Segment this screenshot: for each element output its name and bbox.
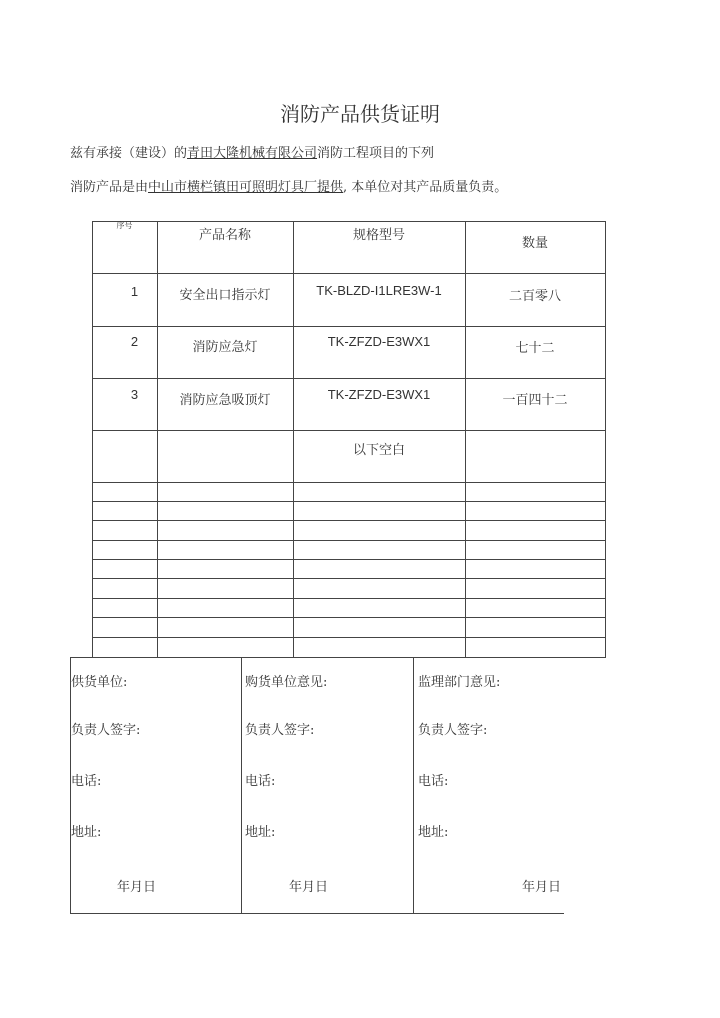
supervisor-date: 年月日 (522, 880, 562, 895)
signoff-border (70, 657, 606, 658)
supplier-date: 年月日 (117, 880, 157, 895)
supplier-address: 地址: (71, 825, 102, 840)
header-model: 规格型号 (352, 228, 405, 243)
row-no: 3 (130, 387, 139, 402)
table-border (92, 540, 606, 541)
buyer-date: 年月日 (289, 880, 329, 895)
supervisor-phone: 电话: (418, 774, 449, 789)
row-qty: 二百零八 (508, 289, 561, 304)
header-name: 产品名称 (198, 228, 251, 243)
table-border (92, 273, 606, 274)
signoff-border (70, 913, 564, 914)
buyer-address: 地址: (245, 825, 276, 840)
supplier-phone: 电话: (71, 774, 102, 789)
table-border (92, 221, 606, 222)
table-border (92, 578, 606, 579)
intro-text: , 本单位对其产品质量负责。 (343, 180, 508, 195)
row-name: 消防应急灯 (192, 340, 258, 355)
table-border (92, 378, 606, 379)
row-name: 安全出口指示灯 (179, 288, 271, 303)
table-border (92, 520, 606, 521)
blank-note: 以下空白 (352, 443, 405, 458)
intro-line-2 (70, 176, 507, 195)
row-name: 消防应急吸顶灯 (179, 393, 271, 408)
table-border (92, 482, 606, 483)
row-qty: 一百四十二 (502, 393, 568, 408)
signoff-border (241, 657, 242, 914)
table-border (92, 617, 606, 618)
intro-line-1 (70, 142, 434, 161)
table-border (92, 637, 606, 638)
header-qty: 数量 (521, 236, 548, 251)
row-qty: 七十二 (515, 341, 555, 356)
intro-text: 兹有承接（建设）的 (70, 146, 188, 161)
buyer-heading: 购货单位意见: (245, 675, 328, 690)
row-model: TK-ZFZD-E3WX1 (327, 387, 431, 402)
company-name: 青田大隆机械有限公司 (187, 146, 318, 161)
supplier-name: 中山市横栏镇田可照明灯具厂提供 (148, 180, 344, 195)
supervisor-address: 地址: (418, 825, 449, 840)
row-model: TK-ZFZD-E3WX1 (327, 334, 431, 349)
table-border (605, 221, 606, 658)
row-no: 1 (130, 284, 139, 299)
document-title: 消防产品供货证明 (280, 102, 440, 126)
row-model: TK-BLZD-I1LRE3W-1 (316, 283, 442, 298)
intro-text: 消防产品是由 (70, 180, 149, 195)
header-no: 序号 (116, 221, 133, 230)
supplier-sign: 负责人签字: (71, 723, 141, 738)
table-border (92, 598, 606, 599)
buyer-phone: 电话: (245, 774, 276, 789)
supplier-heading: 供货单位: (71, 675, 128, 690)
intro-text: 消防工程项目的下列 (317, 146, 435, 161)
signoff-border (413, 657, 414, 914)
buyer-sign: 负责人签字: (245, 723, 315, 738)
row-no: 2 (130, 334, 139, 349)
supervisor-heading: 监理部门意见: (418, 675, 501, 690)
table-border (92, 501, 606, 502)
table-border (92, 326, 606, 327)
table-border (92, 430, 606, 431)
supervisor-sign: 负责人签字: (418, 723, 488, 738)
table-border (92, 559, 606, 560)
